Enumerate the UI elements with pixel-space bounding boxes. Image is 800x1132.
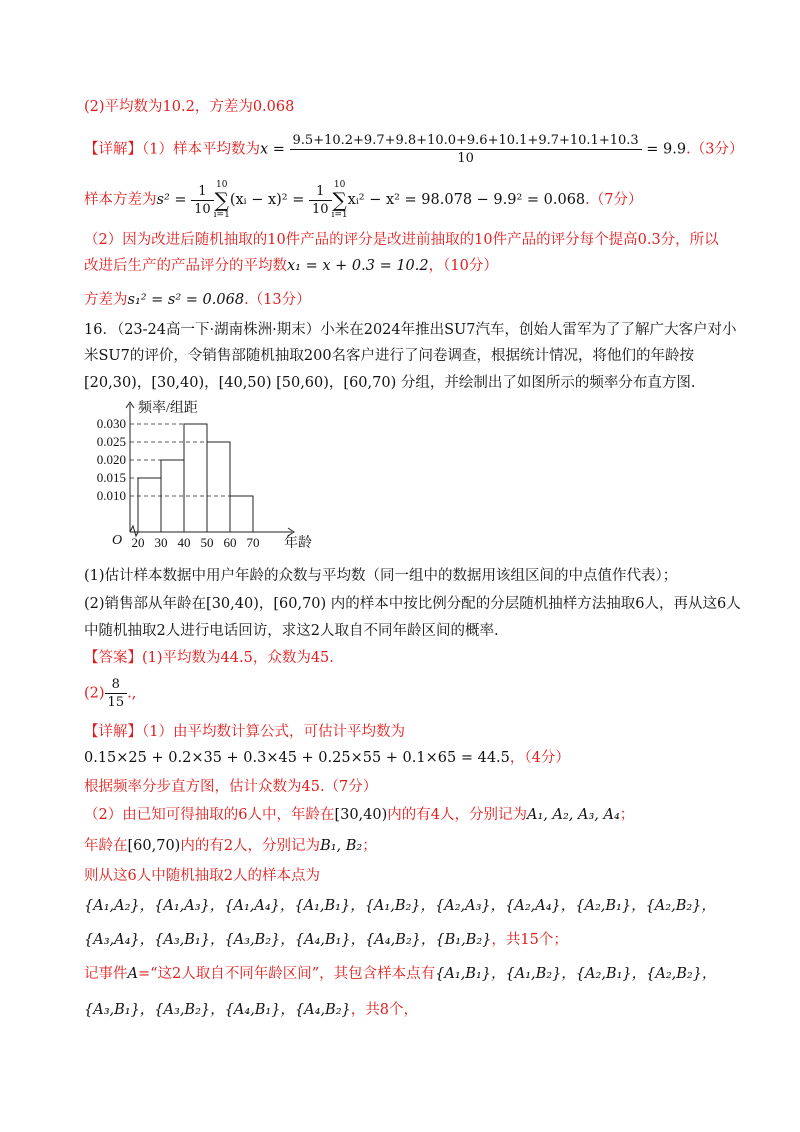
sampling-text-2: 内的有4人，分别记为: [387, 807, 528, 823]
sampling-text-1: （2）由已知可得抽取的6人中，年龄在: [84, 807, 335, 823]
score-7: .（7分）: [585, 192, 643, 208]
y-tick-label-2: 0.020: [96, 452, 126, 467]
average-computation-line: [84, 748, 570, 768]
mode-line: 根据频率分步直方图，估计众数为45.（7分）: [84, 779, 378, 795]
answer-part-2: [84, 676, 136, 711]
sum-top: 10: [216, 180, 228, 190]
event-points-count: ，共8个，: [350, 1002, 418, 1018]
frac-num: 1: [191, 183, 214, 201]
variance-fraction-1: [191, 183, 214, 218]
sampling-semicolon-2: ；: [362, 838, 377, 854]
probability-numerator: 8: [105, 676, 128, 694]
sample-points-count: ，共15个；: [491, 932, 568, 948]
xbar-symbol: x =: [259, 141, 285, 158]
score-10: ，（10分）: [428, 258, 498, 274]
improved-variance-formula: s₁² = s² = 0.068: [127, 292, 245, 308]
frac-num: 1: [309, 183, 332, 201]
sub-question-2-line-1: (2)销售部从年龄在[30,40)，[60,70) 内的样本中按比例分配的分层随机抽样方法抽取6人，再从这6人: [84, 596, 741, 612]
answer-part-2-tail: .,: [127, 685, 137, 702]
variance-term-1: (xᵢ − x)² =: [229, 192, 305, 208]
variance-fraction-2: [309, 183, 332, 218]
event-a-line: [84, 964, 716, 984]
detail-variance-line: [84, 180, 643, 220]
x-tick-label-30: 30: [154, 535, 168, 550]
answer-part-1: 【答案】(1)平均数为44.5，众数为45.: [84, 650, 334, 666]
a-labels: A₁, A₂, A₃, A₄: [527, 807, 620, 823]
event-label: 记事件: [84, 966, 128, 982]
event-symbol: A: [127, 966, 138, 982]
improved-variance-label: 方差为: [84, 292, 128, 308]
bar-50: [207, 442, 230, 532]
y-tick-label-3: 0.015: [96, 470, 126, 485]
s2-symbol: s² =: [156, 192, 187, 208]
score-13: .（13分）: [244, 292, 311, 308]
y-tick-label-4: 0.010: [96, 488, 126, 503]
sampling-text-4: 内的有2人，分别记为: [180, 838, 321, 854]
mean-denominator: 10: [457, 151, 474, 166]
interval-60-70: [60,70): [127, 838, 181, 854]
question-16-line-3: [20,30)，[30,40)，[40,50) [50,60)，[60,70) 分组，并绘制出了如图所示的频率分布直方图.: [84, 375, 696, 391]
sum-top: 10: [333, 180, 346, 190]
mean-result: = 9.9: [646, 141, 687, 158]
sampling-semicolon: ；: [619, 807, 635, 823]
detail-part2-line: （2）因为改进后随机抽取的10件产品的评分是改进前抽取的10件产品的评分每个提高0.3分，所以: [84, 232, 719, 248]
sampling-line-1: [84, 805, 634, 825]
bar-60: [230, 496, 253, 532]
interval-30-40: [30,40): [334, 807, 388, 823]
event-points-2: {A₃,B₁}，{A₃,B₂}，{A₄,B₁}，{A₄,B₂}: [84, 1002, 351, 1018]
frequency-histogram: [72, 396, 312, 558]
detail-mean-line: [84, 132, 743, 167]
bar-20: [138, 478, 161, 532]
bar-40: [184, 424, 207, 532]
frac-den: 10: [311, 201, 329, 217]
x-tick-label-70: 70: [246, 535, 260, 550]
sub-question-2-line-2: 中随机抽取2人进行电话回访，求这2人取自不同年龄区间的概率.: [84, 623, 499, 639]
improved-mean-line: [84, 256, 498, 276]
origin-label: O: [112, 533, 123, 548]
sum-operator-1: 10 ∑ i=1: [213, 180, 230, 220]
sample-points-line-2: [84, 930, 568, 950]
improved-mean-formula: x₁ = x + 0.3 = 10.2: [287, 258, 429, 274]
sampling-text-3: 年龄在: [84, 838, 128, 854]
sample-points-intro: 则从这6人中随机抽取2人的样本点为: [84, 868, 320, 884]
y-axis-label: 频率/组距: [138, 401, 198, 416]
question-16-line-1: 16．（23-24高一下·湖南株洲·期末）小米在2024年推出SU7汽车，创始人雷军为了了解广大客户对小: [84, 322, 737, 338]
sampling-line-2: [84, 836, 377, 856]
y-tick-label-0: 0.030: [96, 416, 126, 431]
sub-question-1: (1)估计样本数据中用户年龄的众数与平均数（同一组中的数据用该组区间的中点值作代表）；: [84, 568, 678, 584]
b-labels: B₁, B₂: [320, 838, 363, 854]
probability-fraction: [105, 676, 128, 711]
detail-mean-label: 【详解】（1）样本平均数为: [84, 141, 260, 158]
event-description: =“这2人取自不同年龄区间”，其包含样本点有: [137, 966, 436, 982]
x-tick-label-60: 60: [223, 535, 237, 550]
answer-line-variance: (2)平均数为10.2，方差为0.068: [84, 99, 295, 115]
variance-label: 样本方差为: [84, 192, 157, 208]
detail-16-part-1: 【详解】（1）由平均数计算公式，可估计平均数为: [84, 724, 405, 740]
event-a-line-2: [84, 1000, 418, 1020]
probability-denominator: 15: [107, 695, 125, 710]
mean-numerator: 9.5+10.2+9.7+9.8+10.0+9.6+10.1+9.7+10.1+10.3: [290, 132, 642, 150]
answer-part-2-label: (2): [84, 685, 105, 702]
x-tick-label-40: 40: [177, 535, 191, 550]
question-16-line-2: 米SU7的评价，令销售部随机抽取200名客户进行了问卷调查，根据统计情况，将他们的年龄按: [84, 348, 695, 364]
x-tick-label-20: 20: [131, 535, 145, 550]
sample-points-set-2: {A₃,A₄}，{A₃,B₁}，{A₃,B₂}，{A₄,B₁}，{A₄,B₂}，{B₁,B₂}: [84, 932, 492, 948]
score-3: .（3分）: [686, 141, 744, 158]
score-4: ，（4分）: [509, 750, 570, 766]
y-tick-label-1: 0.025: [96, 434, 126, 449]
event-points-1: {A₁,B₁}，{A₁,B₂}，{A₂,B₁}，{A₂,B₂}，: [435, 966, 717, 982]
frac-den: 10: [194, 201, 211, 217]
x-axis-label: 年龄: [284, 536, 312, 551]
improved-variance-line: [84, 290, 311, 310]
improved-mean-label: 改进后生产的产品评分的平均数: [84, 258, 287, 274]
variance-term-2: xᵢ² − x² = 98.078 − 9.9² = 0.068: [347, 192, 586, 208]
mean-fraction: [290, 132, 642, 167]
sum-operator-2: 10 ∑ i=1: [331, 180, 348, 220]
average-computation: 0.15×25 + 0.2×35 + 0.3×45 + 0.25×55 + 0.1×65 = 44.5: [84, 750, 510, 766]
sum-bottom: i=1: [213, 210, 230, 220]
x-tick-label-50: 50: [200, 535, 214, 550]
sample-points-line-1: {A₁,A₂}，{A₁,A₃}，{A₁,A₄}，{A₁,B₁}，{A₁,B₂}，{A₂,A₃}，{A₂,A₄}，{A₂,B₁}，{A₂,B₂}，: [84, 898, 716, 914]
sum-bottom: i=1: [331, 210, 348, 220]
